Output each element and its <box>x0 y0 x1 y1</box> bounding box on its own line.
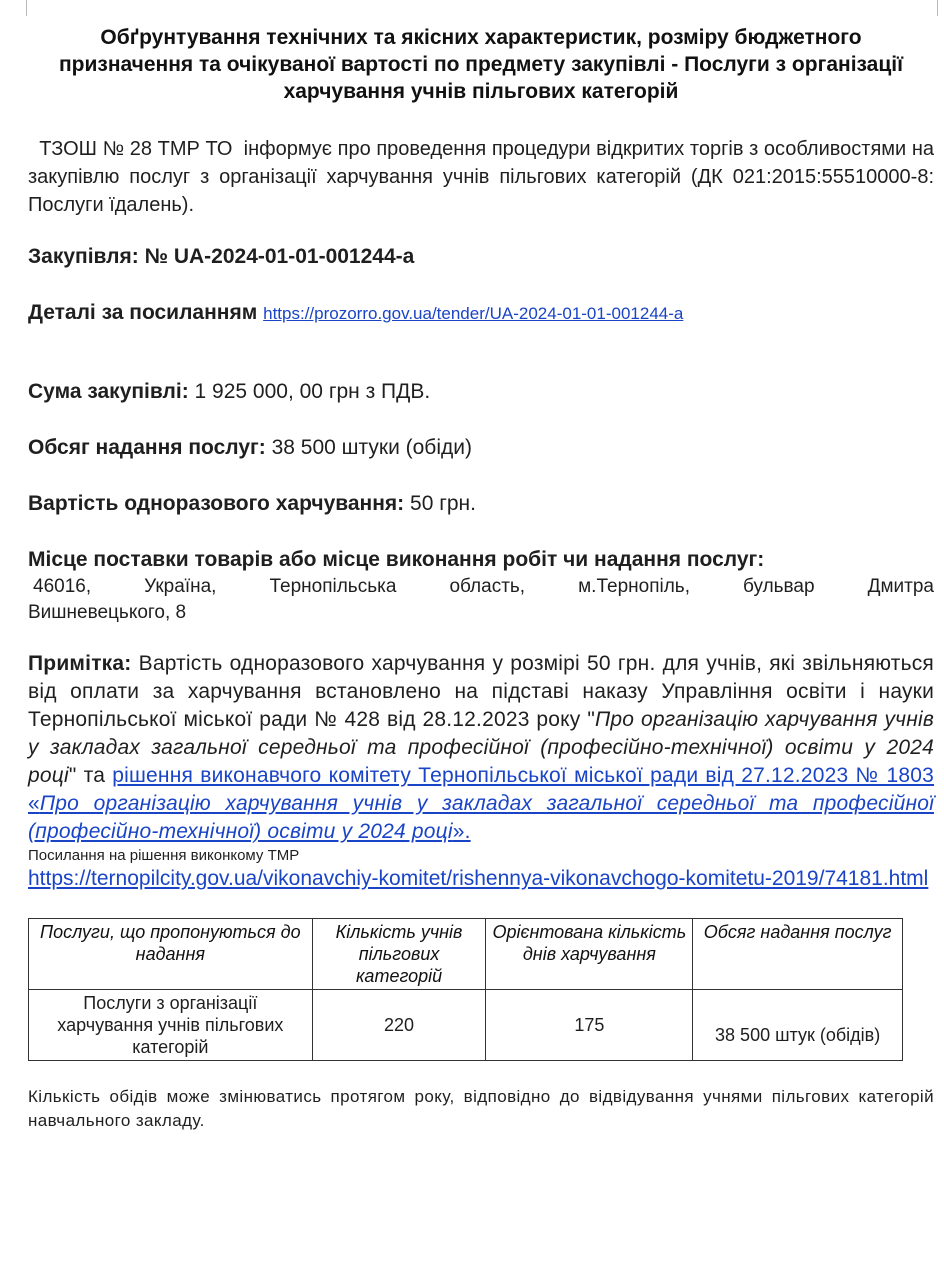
cost-value: 50 грн. <box>404 492 476 515</box>
intro-paragraph: ТЗОШ № 28 ТМР ТО інформує про проведення процедури відкритих торгів з особливостями на закупівлю послуг з організації харчування учнів пільгових категорій (ДК 021:2015:55510000-8: Послуги їдалень). <box>28 138 940 216</box>
decision-link-italic: Про організацію харчування учнів у закладах загальної середньої та професійної (професійно-технічної) освіти у 2024 році <box>28 792 934 843</box>
note-label: Примітка: <box>28 652 132 675</box>
procurement-label: Закупівля: № UA-2024-01-01-001244-a <box>28 245 415 268</box>
details-label: Деталі за посиланням <box>28 301 258 324</box>
decision-url-link[interactable]: https://ternopilcity.gov.ua/vikonavchiy-komitet/rishennya-vikonavchogo-komitetu-2019/74181.html <box>28 867 929 890</box>
order-title: Про організацію харчування учнів у закладах загальної середньої та професійної (професійно-технічної) освіти у 2024 році <box>28 708 934 787</box>
note-text-before: Вартість одноразового харчування у розмірі 50 грн. для учнів, які звільняються від оплати за харчування встановлено на підставі наказу Управління освіти і науки Тернопільської міської ради № 428 від 28.12.2023 року " <box>28 652 934 731</box>
services-table <box>28 918 903 1061</box>
header-days: Орієнтована кількість днів харчування <box>486 919 693 990</box>
decision-link[interactable] <box>28 764 934 843</box>
decision-link-end: ». <box>452 820 471 843</box>
table-row <box>29 990 903 1061</box>
cell-service: Послуги з організації харчування учнів пільгових категорій <box>29 990 313 1061</box>
note-paragraph <box>28 650 934 846</box>
header-volume: Обсяг надання послуг <box>693 919 903 990</box>
cost-line <box>28 490 934 518</box>
place-heading <box>28 546 934 574</box>
cost-label: Вартість одноразового харчування: <box>28 492 405 515</box>
cell-days: 175 <box>486 990 693 1061</box>
procurement-id <box>28 243 934 271</box>
cell-volume: 38 500 штук (обідів) <box>693 990 903 1061</box>
sum-value: 1 925 000, 00 грн з ПДВ. <box>188 380 431 403</box>
place-label: Місце поставки товарів або місце виконання робіт чи надання послуг: <box>28 548 765 571</box>
cell-students: 220 <box>312 990 486 1061</box>
delivery-address <box>28 574 934 626</box>
decision-link-text: рішення виконавчого комітету Тернопільської міської ради від 27.12.2023 № 1803 « <box>28 764 934 815</box>
address-line-1: 46016, Україна, Тернопільська область, м.Тернопіль, бульвар Дмитра <box>33 576 934 597</box>
volume-value: 38 500 штуки (обіди) <box>265 436 472 459</box>
page-corner-mark-right <box>937 0 944 16</box>
header-services: Послуги, що пропонуються до надання <box>29 919 313 990</box>
details-line <box>28 299 934 328</box>
document-page <box>28 24 940 1133</box>
prozorro-tender-link[interactable]: https://prozorro.gov.ua/tender/UA-2024-01-01-001244-a <box>263 304 684 323</box>
sum-label: Сума закупівлі: <box>28 380 189 403</box>
decision-url-line <box>28 865 934 892</box>
volume-label: Обсяг надання послуг: <box>28 436 266 459</box>
note-text-middle: " та <box>68 764 113 787</box>
sum-line <box>28 378 934 406</box>
header-students: Кількість учнів пільгових категорій <box>312 919 486 990</box>
volume-line <box>28 434 934 462</box>
address-line-2: Вишневецького, 8 <box>28 602 187 623</box>
table-header-row <box>29 919 903 990</box>
page-corner-mark-left <box>0 0 27 16</box>
footnote: Кількість обідів може змінюватись протягом року, відповідно до відвідування учнями пільгових категорій навчального закладу. <box>28 1087 934 1130</box>
decision-caption: Посилання на рішення виконкому ТМР <box>28 847 300 864</box>
document-title: Обґрунтування технічних та якісних характеристик, розміру бюджетного призначення та очікуваної вартості по предмету закупівлі - Послуги з організації харчування учнів пільгових категорій <box>58 26 904 103</box>
